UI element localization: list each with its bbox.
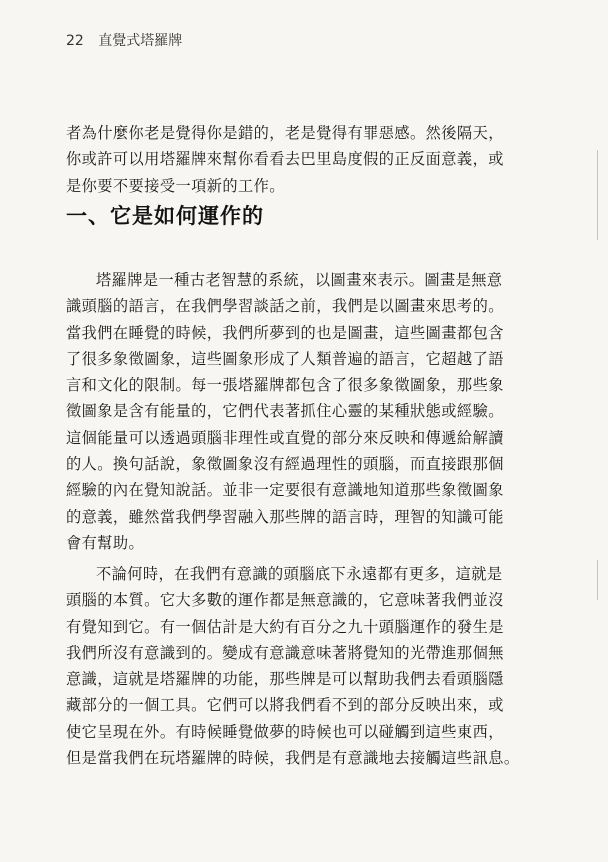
text-line: 這個能量可以透過頭腦非理性或直覺的部分來反映和傳遞給解讀 [66, 428, 504, 447]
intro-paragraph [66, 120, 524, 199]
text-line: 了很多象徵圖象，這些圖象形成了人類普遍的語言，它超越了語 [66, 349, 504, 368]
text-line: 言和文化的限制。每一張塔羅牌都包含了很多象徵圖象，那些象 [66, 376, 504, 395]
text-line: 藏部分的一個工具。它們可以將我們看不到的部分反映出來，或 [66, 696, 504, 715]
text-line: 當我們在睡覺的時候，我們所夢到的也是圖畫，這些圖畫都包含 [66, 323, 504, 342]
body-paragraph-1 [66, 267, 524, 556]
text-line: 是你要不要接受一項新的工作。 [66, 176, 285, 195]
text-line: 頭腦的本質。它大多數的運作都是無意識的，它意味著我們並沒 [66, 591, 504, 610]
scan-edge-mark [597, 150, 604, 240]
text-line: 的意義，雖然當我們學習融入那些牌的語言時，理智的知識可能 [66, 507, 504, 526]
text-line: 使它呈現在外。有時候睡覺做夢的時候也可以碰觸到這些東西， [66, 722, 504, 741]
page-number: 22 [66, 33, 84, 49]
body-paragraph-2 [66, 561, 524, 771]
text-line: 經驗的內在覺知說話。並非一定要很有意識地知道那些象徵圖象 [66, 481, 504, 500]
text-line: 徵圖象是含有能量的，它們代表著抓住心靈的某種狀態或經驗。 [66, 402, 504, 421]
text-line: 不論何時，在我們有意識的頭腦底下永遠都有更多，這就是 [96, 565, 503, 583]
text-line: 意識，這就是塔羅牌的功能，那些牌是可以幫助我們去看頭腦隱 [66, 670, 504, 689]
text-line: 識頭腦的語言，在我們學習談話之前，我們是以圖畫來思考的。 [66, 297, 504, 316]
text-line: 有覺知到它。有一個估計是大約有百分之九十頭腦運作的發生是 [66, 617, 504, 636]
text-line: 你或許可以用塔羅牌來幫你看看去巴里島度假的正反面意義，或 [66, 150, 504, 169]
text-line: 塔羅牌是一種古老智慧的系統，以圖畫來表示。圖畫是無意 [96, 271, 503, 289]
running-title: 直覺式塔羅牌 [98, 33, 183, 49]
scan-edge-mark [597, 560, 604, 600]
text-line: 我們所沒有意識到的。變成有意識意味著將覺知的光帶進那個無 [66, 643, 504, 662]
text-line: 的人。換句話說，象徵圖象沒有經過理性的頭腦，而直接跟那個 [66, 455, 504, 474]
text-line: 者為什麼你老是覺得你是錯的，老是覺得有罪惡感。然後隔天， [66, 124, 504, 142]
page-header [66, 30, 182, 50]
section-heading: 一、它是如何運作的 [66, 204, 264, 228]
text-line: 會有幫助。 [66, 533, 145, 552]
text-line: 但是當我們在玩塔羅牌的時候，我們是有意識地去接觸這些訊息。 [66, 749, 520, 768]
